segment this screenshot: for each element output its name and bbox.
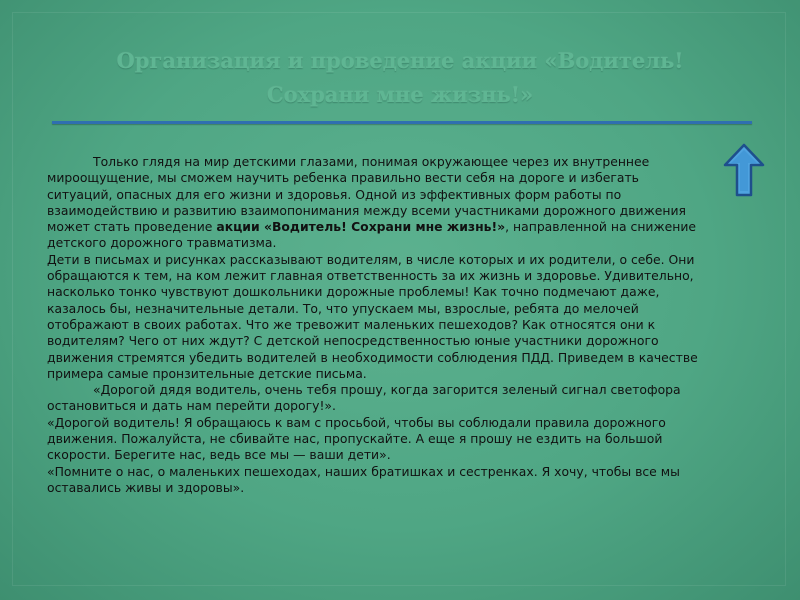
body-text (47, 154, 727, 496)
up-arrow-svg (722, 143, 766, 197)
text-line: примера самые пронзительные детские письма. (47, 365, 367, 381)
paragraph-intro-continued (47, 170, 727, 251)
slide-title-line-1: Организация и проведение акции «Водитель! (116, 48, 684, 73)
letter-quote-1 (47, 382, 727, 398)
paragraph-children-letters (47, 252, 727, 382)
text-line: отображают в своих работах. Что же тревожит маленьких пешеходов? Как относятся они к (47, 316, 656, 332)
text-line: Только глядя на мир детскими глазами, понимая окружающее через их внутреннее (93, 154, 650, 169)
text-line: насколько тонко чувствуют дошкольники дорожные проблемы! Как точно подмечают даже, (47, 284, 660, 300)
slide-title (40, 44, 760, 112)
text-fragment: , направленной на снижение (505, 219, 697, 235)
slide-title-line-2: Сохрани мне жизнь!» (266, 82, 534, 107)
text-line: остановиться и дать нам перейти дорогу!». (47, 398, 336, 414)
text-line-with-emphasis (47, 219, 727, 235)
text-line: водителям? Чего от них ждут? С детской непосредственностью юные участники дорожного (47, 333, 659, 349)
text-line: Дети в письмах и рисунках рассказывают водителям, в числе которых и их родители, о себе. Они (47, 251, 695, 267)
text-line: мироощущение, мы сможем научить ребенка правильно вести себя на дороге и избегать (47, 170, 639, 186)
letter-quote-1-continued (47, 398, 727, 414)
letter-quote-3 (47, 464, 727, 497)
text-line: движения стремятся убедить водителей в необходимости соблюдения ПДД. Приведем в качестве (47, 349, 698, 365)
text-line: обращаются к тем, на ком лежит главная ответственность за их жизнь и здоровье. Удивительно, (47, 268, 694, 284)
text-line: казалось бы, незначительные детали. То, что упускаем мы, взрослые, ребята до мелочей (47, 300, 639, 316)
letter-quote-2 (47, 415, 727, 464)
text-fragment: может стать проведение (47, 219, 217, 235)
text-line: детского дорожного травматизма. (47, 235, 277, 251)
text-line: движения. Пожалуйста, не сбивайте нас, пропускайте. А еще я прошу не ездить на большой (47, 431, 663, 447)
text-line: скорости. Берегите нас, ведь все мы — ваши дети». (47, 447, 391, 463)
campaign-name: акции «Водитель! Сохрани мне жизнь!» (216, 219, 506, 235)
text-line: ситуаций, опасных для его жизни и здоровья. Одной из эффективных форм работы по (47, 186, 622, 202)
text-line: оставались живы и здоровы». (47, 479, 245, 495)
paragraph-intro (47, 154, 727, 170)
text-line: взаимодействию и развитию взаимопонимания между всеми участниками дорожного движения (47, 202, 686, 218)
text-line: «Дорогой водитель! Я обращаюсь к вам с просьбой, чтобы вы соблюдали правила дорожного (47, 414, 666, 430)
text-line: «Помните о нас, о маленьких пешеходах, наших братишках и сестренках. Я хочу, чтобы все мы (47, 463, 680, 479)
text-line: «Дорогой дядя водитель, очень тебя прошу, когда загорится зеленый сигнал светофора (93, 382, 681, 398)
title-divider (52, 121, 752, 124)
up-arrow-icon[interactable] (722, 143, 766, 197)
